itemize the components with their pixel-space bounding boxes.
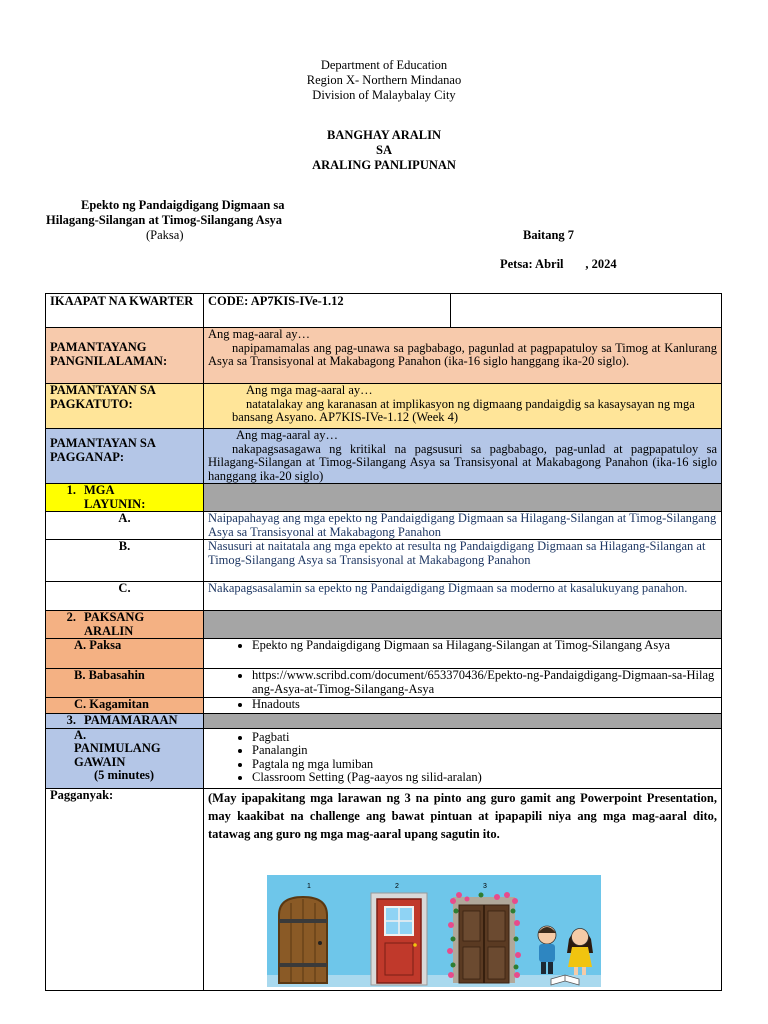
layunin-item-b bbox=[46, 540, 722, 582]
kagamitan-label: C. Kagamitan bbox=[46, 698, 204, 714]
kagamitan-value: • Hnadouts bbox=[252, 698, 717, 712]
paksang-number: 2. bbox=[66, 610, 76, 624]
topic-line-2: Hilagang-Silangan at Timog-Silangang Asya bbox=[46, 213, 283, 227]
layunin-header-row bbox=[46, 484, 722, 512]
grade-level: Baitang 7 bbox=[523, 228, 575, 242]
layunin-text-b: Nasusuri at naitatala ang mga epekto at resulta ng Pandaigdigang Digmaan sa Hilagang-Silangan at Timog-Silangang Asya sa Transisyonal at Makabagong Panahon bbox=[204, 540, 722, 582]
layunin-text-a: Naipapahayag ang mga epekto ng Pandaigdigang Digmaan sa Hilagang-Silangan at Timog-Silangang Asya sa Transisyonal at Makabagong Panahon bbox=[204, 512, 722, 540]
babasahin-value-cell bbox=[204, 669, 722, 698]
panimula-item: • Pagbati bbox=[252, 731, 717, 745]
babasahin-label: B. Babasahin bbox=[46, 669, 204, 698]
layunin-number: 1. bbox=[66, 483, 76, 497]
paksa-value-cell bbox=[204, 639, 722, 669]
pagkatuto-intro: Ang mga mag-aaral ay… bbox=[246, 383, 373, 397]
door-number-2: 2 bbox=[395, 883, 399, 890]
flower-door-icon[interactable] bbox=[447, 892, 521, 983]
paksang-label-text: PAKSANG ARALIN bbox=[84, 610, 145, 638]
paksa-value: • Epekto ng Pandaigdigang Digmaan sa Hilagang-Silangan at Timog-Silangang Asya bbox=[252, 639, 717, 653]
panimula-list bbox=[208, 729, 717, 785]
layunin-label bbox=[46, 484, 204, 512]
door-number-3: 3 bbox=[483, 883, 487, 890]
paksa-row bbox=[46, 639, 722, 669]
pagkatuto-body: natatalakay ang karanasan at implikasyon ng digmaang pandaigdig sa kasaysayan ng mga bansang Asyano. AP7KIS-IVe-1.12 (Week 4) bbox=[232, 396, 695, 424]
panimula-item: • Pagtala ng mga lumiban bbox=[252, 758, 717, 772]
pamamaraan-number: 3. bbox=[66, 713, 76, 727]
layunin-letter-b: B. bbox=[46, 540, 204, 582]
pangnilalaman-body: napipamamalas ang pag-unawa sa pagbabago, pagunlad at pagpapatuloy sa Timog at Kanlurang Asya sa Transisyonal at Makabagong Panahon (ika-16 siglo hanggang ika-20 siglo). bbox=[208, 340, 717, 368]
kagamitan-row bbox=[46, 698, 722, 714]
pamamaraan-label-text: PAMAMARAAN bbox=[84, 713, 178, 727]
topic-line-1: Epekto ng Pandaigdigang Digmaan sa bbox=[81, 198, 285, 212]
layunin-letter-c: C. bbox=[46, 582, 204, 611]
layunin-label-text: MGA LAYUNIN: bbox=[84, 483, 146, 511]
pagganap-body: nakapagsasagawa ng kritikal na pagsusuri sa pagbabago, pag-unlad at pagpapatuloy sa Hilagang-Silangan at Timog-Silangang Asya sa Transisyonal at Makabagong Panahon (ika-16 siglo hanggang ika-20 siglo) bbox=[208, 441, 717, 483]
layunin-item-a bbox=[46, 512, 722, 540]
pagkatuto-content bbox=[204, 384, 722, 429]
babasahin-link[interactable]: • https://www.scribd.com/document/653370436/Epekto-ng-Pandaigdigang-Digmaan-sa-Hilagang-Asya-at-Timog-Silangang-Asya bbox=[252, 669, 717, 696]
pangnilalaman-label-text: PAMANTAYANG PANGNILALAMAN: bbox=[50, 340, 168, 368]
pagganyak-body: (May ipapakitang mga larawan ng 3 na pinto ang guro gamit ang Powerpoint Presentation, may kaakibat na challenge ang bawat pintuan at ipapapili niya ang mga mag-aaral dito, tatawag ang guro ng mga mag-aaral upang sagutin ito. bbox=[208, 790, 717, 841]
quarter-label: IKAAPAT NA KWARTER bbox=[46, 294, 204, 328]
paksa-label: A. Paksa bbox=[46, 639, 204, 669]
layunin-gray-bar bbox=[204, 484, 722, 512]
pagkatuto-label: PAMANTAYAN SA PAGKATUTO: bbox=[46, 384, 204, 429]
panimula-label: A. PANIMULANG GAWAIN bbox=[74, 727, 161, 769]
topic-label: (Paksa) bbox=[146, 228, 184, 242]
pangnilalaman-content bbox=[204, 328, 722, 384]
layunin-letter-a: A. bbox=[46, 512, 204, 540]
code-empty-cell bbox=[451, 294, 722, 328]
title-line-1: BANGHAY ARALIN bbox=[326, 128, 442, 142]
lesson-date: Petsa: Abril , 2024 bbox=[500, 257, 617, 271]
header-region: Region X- Northern Mindanao bbox=[306, 73, 462, 87]
pagganyak-label: Pagganyak: bbox=[46, 788, 204, 990]
pagkatuto-row bbox=[46, 384, 722, 429]
pangnilalaman-row bbox=[46, 328, 722, 384]
kagamitan-value-cell bbox=[204, 698, 722, 714]
panimula-item: • Classroom Setting (Pag-aayos ng silid-aralan) bbox=[252, 771, 717, 785]
pamamaraan-header-row bbox=[46, 714, 722, 729]
quarter-row bbox=[46, 294, 722, 328]
paksa-list bbox=[208, 639, 717, 653]
pamamaraan-gray-bar bbox=[204, 714, 722, 729]
pagganap-intro: Ang mag-aaral ay… bbox=[236, 428, 339, 442]
panimula-content bbox=[204, 728, 722, 788]
door-number-1: 1 bbox=[307, 883, 311, 890]
layunin-text-c: Nakapagsasalamin sa epekto ng Pandaigdigang Digmaan sa moderno at kasalukuyang panahon. bbox=[204, 582, 722, 611]
title-line-3: ARALING PANLIPUNAN bbox=[312, 158, 456, 172]
pangnilalaman-label bbox=[46, 328, 204, 384]
red-door-icon[interactable] bbox=[371, 893, 427, 985]
header-department: Department of Education bbox=[320, 58, 448, 72]
panimula-minutes: (5 minutes) bbox=[94, 768, 155, 782]
layunin-item-c bbox=[46, 582, 722, 611]
babasahin-list bbox=[208, 669, 717, 696]
pagganap-content bbox=[204, 429, 722, 484]
pangnilalaman-intro: Ang mag-aaral ay… bbox=[208, 327, 311, 341]
paksang-gray-bar bbox=[204, 611, 722, 639]
pamamaraan-label bbox=[46, 714, 204, 729]
header-division: Division of Malaybalay City bbox=[312, 88, 456, 102]
kagamitan-list bbox=[208, 698, 717, 712]
pagganap-label bbox=[46, 429, 204, 484]
panimula-row bbox=[46, 728, 722, 788]
code-label: CODE: AP7KIS-IVe-1.12 bbox=[204, 294, 451, 328]
doors-illustration bbox=[267, 875, 601, 987]
pagganap-label-text: PAMANTAYAN SA PAGGANAP: bbox=[50, 436, 156, 464]
paksang-label bbox=[46, 611, 204, 639]
panimula-item: • Panalangin bbox=[252, 744, 717, 758]
babasahin-row bbox=[46, 669, 722, 698]
panimula-label-cell bbox=[46, 728, 204, 788]
paksang-header-row bbox=[46, 611, 722, 639]
title-line-2: SA bbox=[376, 143, 392, 157]
pagganap-row bbox=[46, 429, 722, 484]
wooden-door-icon[interactable] bbox=[279, 897, 327, 983]
